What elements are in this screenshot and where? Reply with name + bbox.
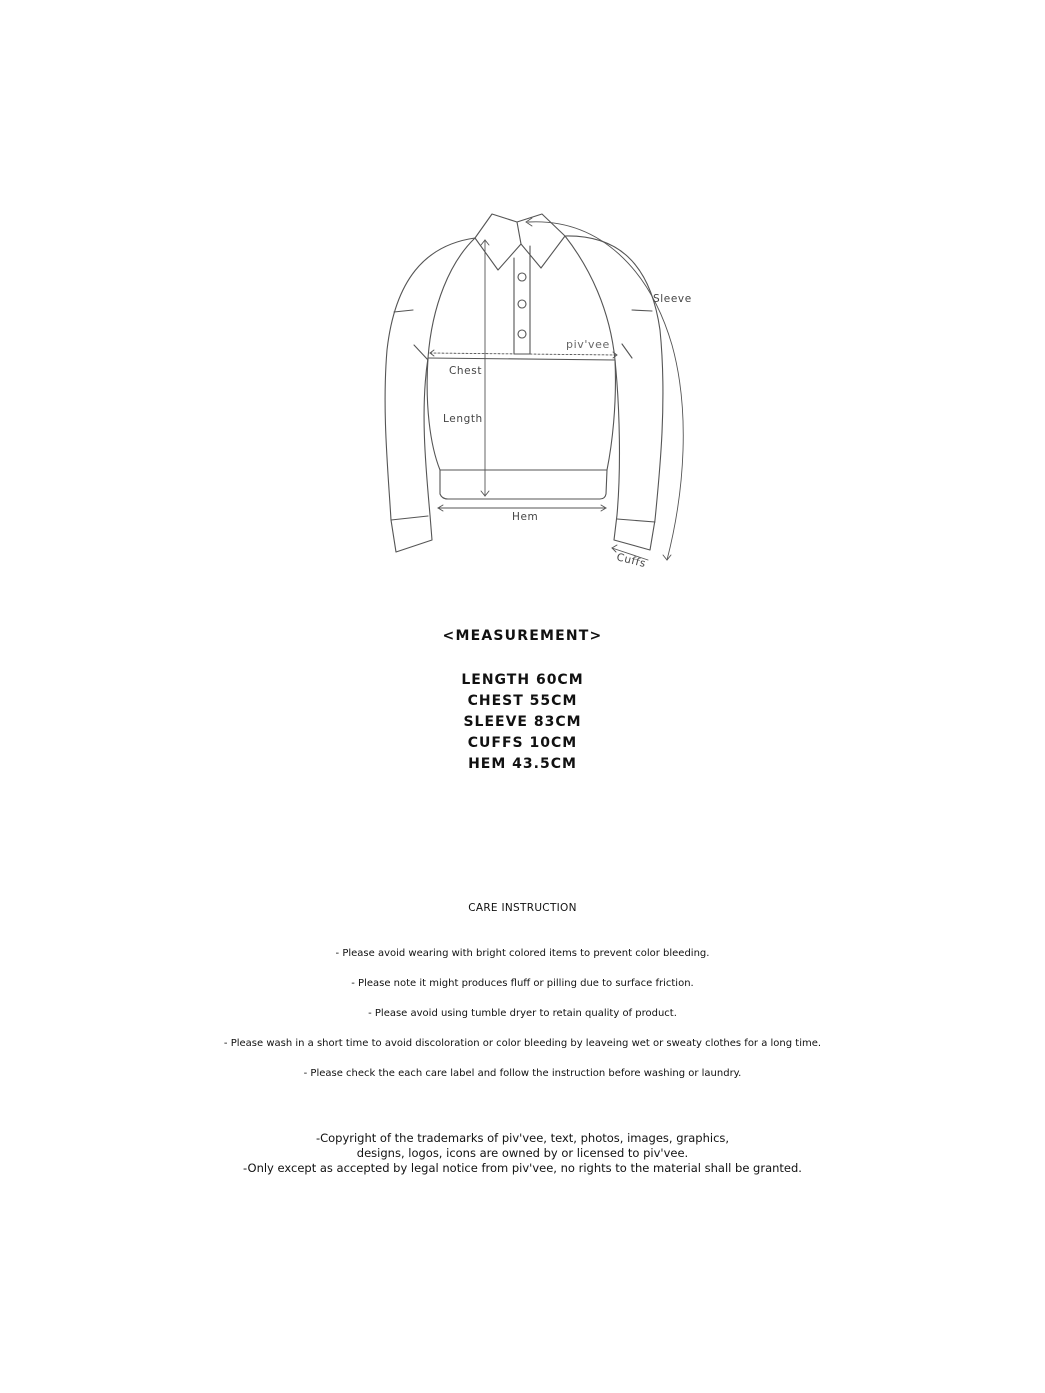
hem-label: Hem (512, 511, 539, 523)
left-sleeve (385, 238, 475, 552)
measurement-sleeve: SLEEVE 83CM (463, 714, 582, 730)
care-item: - Please wash in a short time to avoid discoloration or color bleeding by leaveing wet or sweaty clothes for a long time. (223, 1038, 822, 1049)
care-item: - Please avoid using tumble dryer to retain quality of product. (368, 1008, 677, 1019)
copyright-line: -Only except as accepted by legal notice from piv'vee, no rights to the material shall be granted. (243, 1161, 802, 1175)
measurement-length: LENGTH 60CM (461, 672, 584, 688)
care-item: - Please check the each care label and follow the instruction before washing or laundry. (303, 1068, 742, 1079)
measurement-hem: HEM 43.5CM (468, 756, 577, 772)
right-sleeve (565, 236, 663, 550)
measurement-chest: CHEST 55CM (467, 693, 578, 709)
brand-label: piv'vee (566, 338, 610, 351)
care-item: - Please avoid wearing with bright colored items to prevent color bleeding. (335, 948, 710, 959)
care-instruction-title: CARE INSTRUCTION (468, 902, 577, 914)
measurement-title: <MEASUREMENT> (442, 628, 603, 644)
care-instruction-list (0, 947, 1045, 1097)
care-item: - Please note it might produces fluff or pilling due to surface friction. (351, 978, 694, 989)
button (518, 330, 526, 338)
sweatshirt-flat-sketch (0, 0, 1045, 620)
chest-line (428, 358, 615, 360)
button (518, 300, 526, 308)
chest-measure-line (430, 353, 617, 355)
copyright-line: designs, logos, icons are owned by or licensed to piv'vee. (356, 1146, 689, 1160)
sleeve-measure-line (528, 222, 683, 560)
sleeve-label: Sleeve (653, 293, 692, 305)
hem-band (440, 470, 607, 499)
length-label: Length (443, 413, 483, 425)
chest-label: Chest (449, 365, 483, 377)
copyright-line: -Copyright of the trademarks of piv'vee, text, photos, images, graphics, (315, 1131, 730, 1145)
cuffs-label: Cuffs (615, 551, 648, 571)
measurement-list (0, 670, 1045, 775)
garment-diagram (0, 0, 1045, 620)
measurement-cuffs: CUFFS 10CM (467, 735, 578, 751)
copyright-notice (0, 1131, 1045, 1176)
button (518, 273, 526, 281)
